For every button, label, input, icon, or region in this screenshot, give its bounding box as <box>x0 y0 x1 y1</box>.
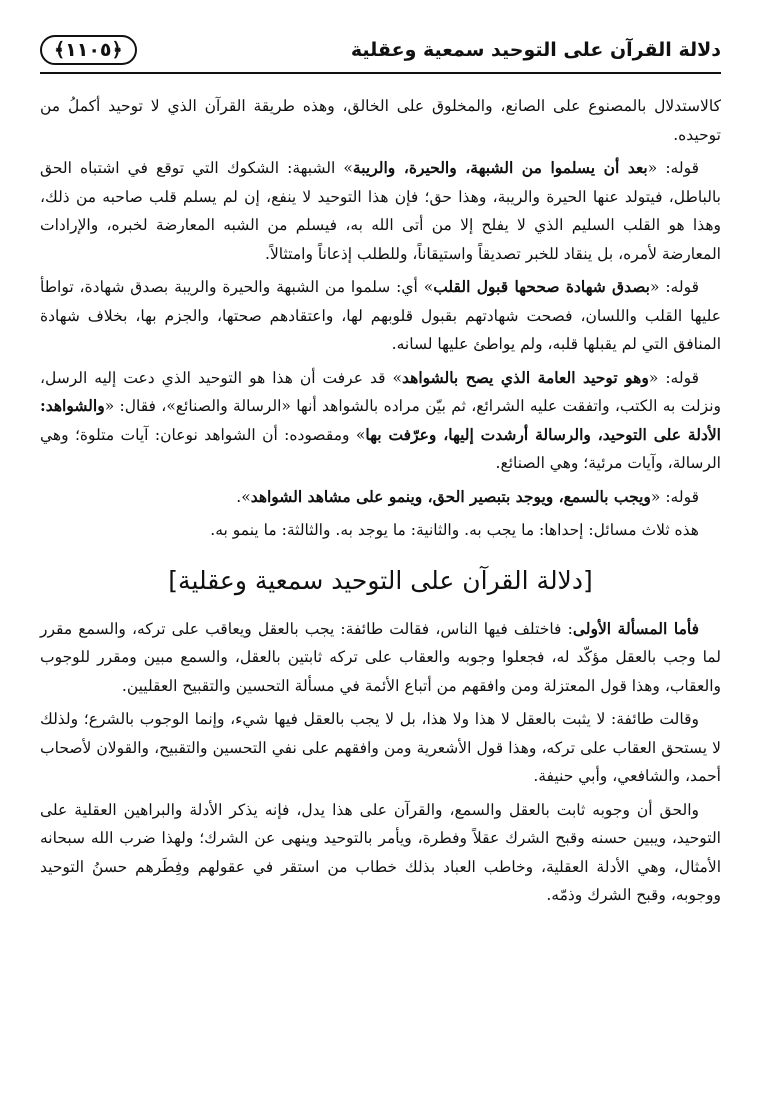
page-body <box>40 92 721 915</box>
quoted-text: فأما المسألة الأولى <box>572 618 699 638</box>
body-text: كالاستدلال بالمصنوع على الصانع، والمخلوق على الخالق، وهذه طريقة القرآن الذي لا توحيد أكملُ من توحيده. <box>40 97 721 144</box>
body-text: وقالت طائفة: لا يثبت بالعقل لا هذا ولا هذا، بل لا يجب بالعقل فيها شيء، وإنما الوجوب بالشرع؛ ولذلك لا يستحق العقاب على تركه، وهذا قول الأشعرية ومن وافقهم على نفي التحسين والتقبيح، والقولان لأصحاب أحمد، والشافعي، وأبي حنيفة. <box>40 710 721 785</box>
quoted-text: بصدق شهادة صححها قبول القلب <box>433 277 650 296</box>
quoted-text: وهو توحيد العامة الذي يصح بالشواهد <box>402 367 649 387</box>
paragraph <box>40 615 721 701</box>
body-text: قوله: « <box>650 487 699 506</box>
quoted-text: ويجب بالسمع، ويوجد بتبصير الحق، وينمو على مشاهد الشواهد <box>250 486 651 506</box>
body-text: : فاختلف فيها الناس، فقالت طائفة: يجب بالعقل ويعاقب على تركه، والسمع مقرر لما وجب بالعقل مؤكّد له، فجعلوا وجوبه والعقاب على تركه ثابتين بالعقل، والسمع مبين ومقرر للوجوب والعقاب، وهذا قول المعتزلة ومن وافقهم من أتباع الأئمة في مسألة التحسين والتقبيح العقليين. <box>40 619 721 695</box>
body-text: هذه ثلاث مسائل: إحداها: ما يجب به. والثانية: ما يوجد به. والثالثة: ما ينمو به. <box>210 521 699 539</box>
body-text: » قد عرفت أن هذا هو التوحيد الذي دعت إليه الرسل، ونزلت به الكتب، واتفقت عليه الشرائع، ثم بيّن مراده بالشواهد أنها «الرسالة والصنائع»، فقال: « <box>40 368 721 415</box>
paragraph <box>40 364 721 478</box>
body-text: قوله: « <box>648 368 699 387</box>
body-text: والحق أن وجوبه ثابت بالعقل والسمع، والقرآن على هذا يدل، فإنه يذكر الأدلة والبراهين العقلية على التوحيد، ويبين حسنه وقبح الشرك عقلاً وفطرة، ويأمر بالتوحيد وينهى عن الشرك؛ ولهذا ضرب الله سبحانه الأمثال، وهي الأدلة العقلية، وخاطب العباد بذلك خطاب من استقر في عقولهم وفِطَرهم حسنُ التوحيد ووجوبه، وقبح الشرك وذمّه. <box>40 800 721 904</box>
paragraph <box>40 516 721 545</box>
running-header <box>40 28 721 74</box>
paragraph <box>40 273 721 359</box>
paragraph <box>40 92 721 149</box>
paragraph-group-1 <box>40 92 721 545</box>
quoted-text: والشواهد: الأدلة على التوحيد، والرسالة أرشدت إليها، وعرّفت بها <box>40 396 721 444</box>
body-text: » ومقصوده: أن الشواهد نوعان: آيات متلوة؛ وهي الرسالة، وآيات مرئية؛ وهي الصنائع. <box>40 425 721 472</box>
body-text: » أي: سلموا من الشبهة والحيرة والريبة بصدق شهادة، تواطأ عليها القلب واللسان، فصحت شهادتهم بقبول قلوبهم لها، واعتقادهم صحتها، والجزم بها، بخلاف شهادة المنافق التي لم يقبلها قلبه، ولم يواطئ عليها لسانه. <box>40 278 721 353</box>
paragraph <box>40 705 721 791</box>
paragraph-group-2 <box>40 615 721 910</box>
header-title: دلالة القرآن على التوحيد سمعية وعقلية <box>350 39 721 61</box>
body-text: » الشبهة: الشكوك التي توقع في اشتباه الحق بالباطل، فيتولد عنها الحيرة والريبة، وهذا حق؛ فإن هذا التوحيد لا ينفع، إن لم يسلم قلب صاحبه من ذلك، وهذا هو القلب السليم الذي لا يفلح إلا من أتى الله به، فيسلم من الشبه المعارضة لخبره، والإرادات المعارضة لأمره، بل ينقاد للخبر تصديقاً واستيقاناً، وللطلب إذعاناً وامتثالاً. <box>40 159 721 263</box>
paragraph <box>40 483 721 512</box>
paragraph <box>40 796 721 910</box>
body-text: قوله: « <box>649 278 699 296</box>
page-number: ﴿١١٠٥﴾ <box>40 35 137 65</box>
quoted-text: بعد أن يسلموا من الشبهة، والحيرة، والريبة <box>352 158 648 177</box>
section-heading: [دلالة القرآن على التوحيد سمعية وعقلية] <box>168 565 593 595</box>
paragraph <box>40 154 721 268</box>
body-text: قوله: « <box>647 159 699 177</box>
body-text: ». <box>236 487 251 506</box>
